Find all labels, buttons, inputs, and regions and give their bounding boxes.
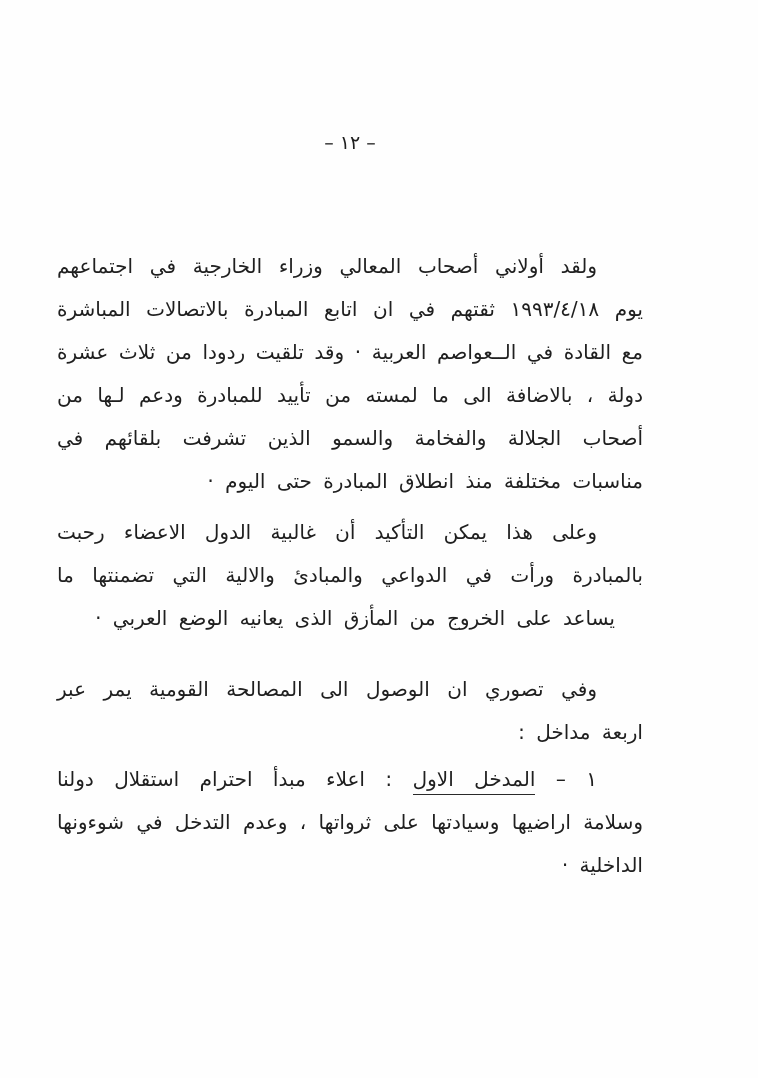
text-line: يساعد على الخروج من المأزق الذى يعانيه الوضع العربي · [95,606,615,630]
paragraph-1 [57,245,643,503]
text-line: مع القادة في الــعواصم العربية · وقد تلقيت ردودا من ثلاث عشرة [57,340,643,364]
text-line: يوم ١٩٩٣/٤/١٨ ثقتهم في ان اتابع المبادرة بالاتصالات المباشرة [57,297,643,321]
text-line: أصحاب الجلالة والفخامة والسمو الذين تشرفت بلقائهم في [57,426,643,450]
text-line: بالمبادرة ورأت في الدواعي والمبادئ والالية التي تضمنتها ما [57,563,643,587]
text-line: اربعة مداخل : [518,720,643,744]
text-line: وعلى هذا يمكن التأكيد أن غالبية الدول الاعضاء رحبت [57,520,597,544]
paragraph-2 [57,511,643,640]
text-line: وفي تصوري ان الوصول الى المصالحة القومية يمر عبر [57,677,597,701]
text-line: الداخلية · [561,853,643,877]
page-number: – ١٢ – [324,132,376,154]
list-item-text: : اعلاء مبدأ احترام استقلال دولنا [57,767,413,791]
text-line: ولقد أولاني أصحاب المعالي وزراء الخارجية في اجتماعهم [57,254,597,278]
document-body [57,245,643,887]
paragraph-3 [57,668,643,754]
list-item-first-line [57,758,597,801]
text-line: وسلامة اراضيها وسيادتها على ثرواتها ، وعدم التدخل في شوءونها [57,810,643,834]
list-item-title-underlined: المدخل الاول [413,767,536,795]
text-line: دولة ، بالاضافة الى ما لمسته من تأييد للمبادرة ودعم لـها من [57,383,643,407]
list-item-1 [57,758,643,887]
list-item-number: ١ – [535,767,598,791]
text-line: مناسبات مختلفة منذ انطلاق المبادرة حتى اليوم · [207,469,643,493]
